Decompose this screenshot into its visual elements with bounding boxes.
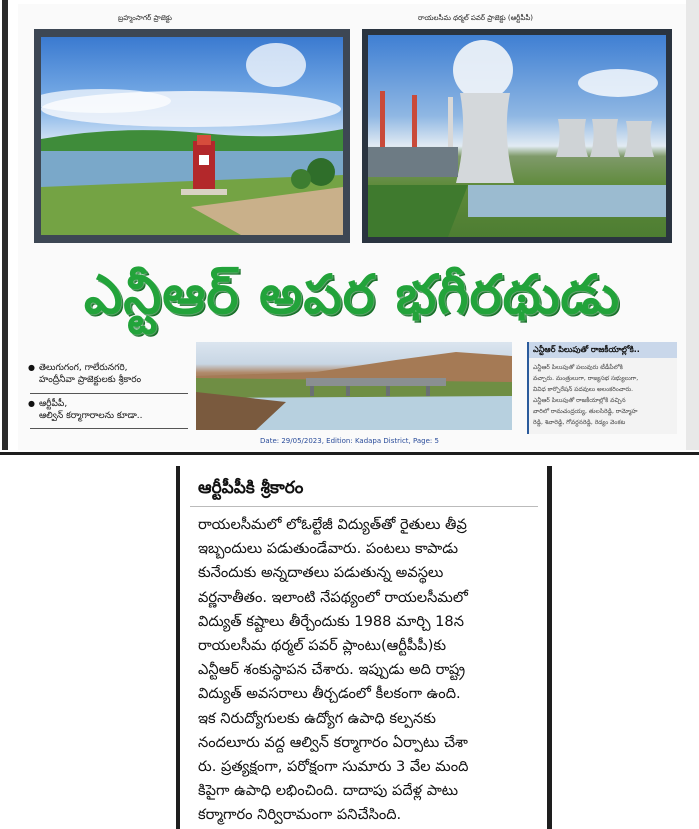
bullet-point (30, 362, 188, 386)
bullet-line: ఆల్విన్ కర్మాగారాలను కూడా.. (39, 411, 143, 421)
sidebar-line: వివిధ కార్పొరేషన్ పదవులు అలంకరించారు. (533, 386, 634, 393)
divider (30, 428, 188, 429)
headline: ఎన్టీఆర్ అపర భగీరథుడు (83, 263, 621, 326)
bullet-point (30, 398, 188, 422)
article-title: ఆర్టీపీపీకి శ్రీకారం (198, 478, 304, 498)
article-line: విద్యుత్ కష్టాలు తీర్చేందుకు 1988 మార్చి 18న (198, 612, 464, 630)
article-line: ఇక నిరుద్యోగులకు ఉద్యోగ ఉపాధి కల్పనకు (198, 709, 436, 727)
article-line: ఎన్టీఆర్ శంకుస్థాపన చేశారు. ఇప్పుడు అది రాష్ట్ర (198, 661, 466, 679)
dateline: Date: 29/05/2023, Edition: Kadapa District, Page: 5 (260, 437, 439, 445)
scan-border (2, 0, 8, 450)
page-edge-right (686, 0, 699, 450)
sidebar-heading: ఎన్టీఆర్ పిలుపుతో రాజకీయాల్లోకి.. (529, 342, 677, 358)
bullet-line: ● తెలుగుగంగ, గాలేరునగరి, (39, 363, 128, 373)
reservoir-photo (34, 29, 350, 243)
divider (190, 506, 538, 507)
sidebar-line: వచ్చారు. మంత్రులుగా, రాజ్యసభ సభ్యులుగా, (533, 375, 639, 382)
sidebar-line: ఎన్టీఆర్ పిలుపుతో పలువురు టీడీపీలోకి (533, 364, 623, 371)
article-line: నందలూరు వద్ద ఆల్విన్ కర్మాగారం ఏర్పాటు చేశా (198, 733, 468, 751)
article-line: కర్మాగారం నిర్విరామంగా పనిచేసింది. (198, 806, 402, 824)
bullet-line: హంద్రీనీవా ప్రాజెక్టులకు శ్రీకారం (39, 375, 142, 385)
photo-caption-right: రాయలసీమ థర్మల్ పవర్ ప్రాజెక్టు (ఆర్టీపీపీ) (418, 14, 534, 22)
divider (0, 452, 699, 455)
divider (30, 393, 188, 394)
sidebar-body (533, 362, 673, 428)
article-border (547, 466, 552, 829)
power-plant-photo (362, 29, 672, 243)
article-line: రాయలసీమ థర్మల్ పవర్ ప్లాంటు(ఆర్టీపీపీ)కు (198, 637, 447, 655)
article-line: ఇబ్బందులు పడుతుండేవారు. పంటలు కాపాడు (198, 540, 459, 558)
article-line: రు. ప్రత్యక్షంగా, పరోక్షంగా సుమారు 3 వేల మంది (198, 758, 469, 776)
canal-photo (196, 342, 512, 430)
article-line: కునేందుకు అన్నదాతలు పడుతున్న అవస్థలు (198, 564, 444, 582)
article-line: కిపైగా ఉపాధి లభించింది. దాదాపు పదేళ్ల పాటు (198, 782, 459, 800)
article-body (198, 513, 536, 828)
sidebar-line: వారిలో రామచంద్రయ్య, తులసిరెడ్డి, రామ్మోహ (533, 408, 638, 415)
bullet-line: ● ఆర్టీపీపీ, (39, 399, 68, 409)
article-border (176, 466, 180, 829)
sidebar-line: ఎన్టీఆర్ పిలుపుతో రాజకీయాల్లోకి వచ్చిన (533, 397, 626, 404)
photo-caption-left: బ్రహ్మంసాగర్ ప్రాజెక్టు (118, 14, 172, 22)
article-line: విద్యుత్ అవసరాలు తీర్చడంలో కీలకంగా ఉంది. (198, 685, 461, 703)
sidebar-line: రెడ్డి, శివారెడ్డి, గోవర్ధనరెడ్డి, రెడ్యం వెంకట (533, 419, 626, 426)
sidebar-box (527, 342, 677, 434)
article-line: వర్ణనాతీతం. ఇలాంటి నేపథ్యంలో రాయలసీమలో (198, 588, 468, 606)
article-line: రాయలసీమలో లోఓల్టేజీ విద్యుత్‌తో రైతులు తీవ్ర (198, 516, 467, 533)
